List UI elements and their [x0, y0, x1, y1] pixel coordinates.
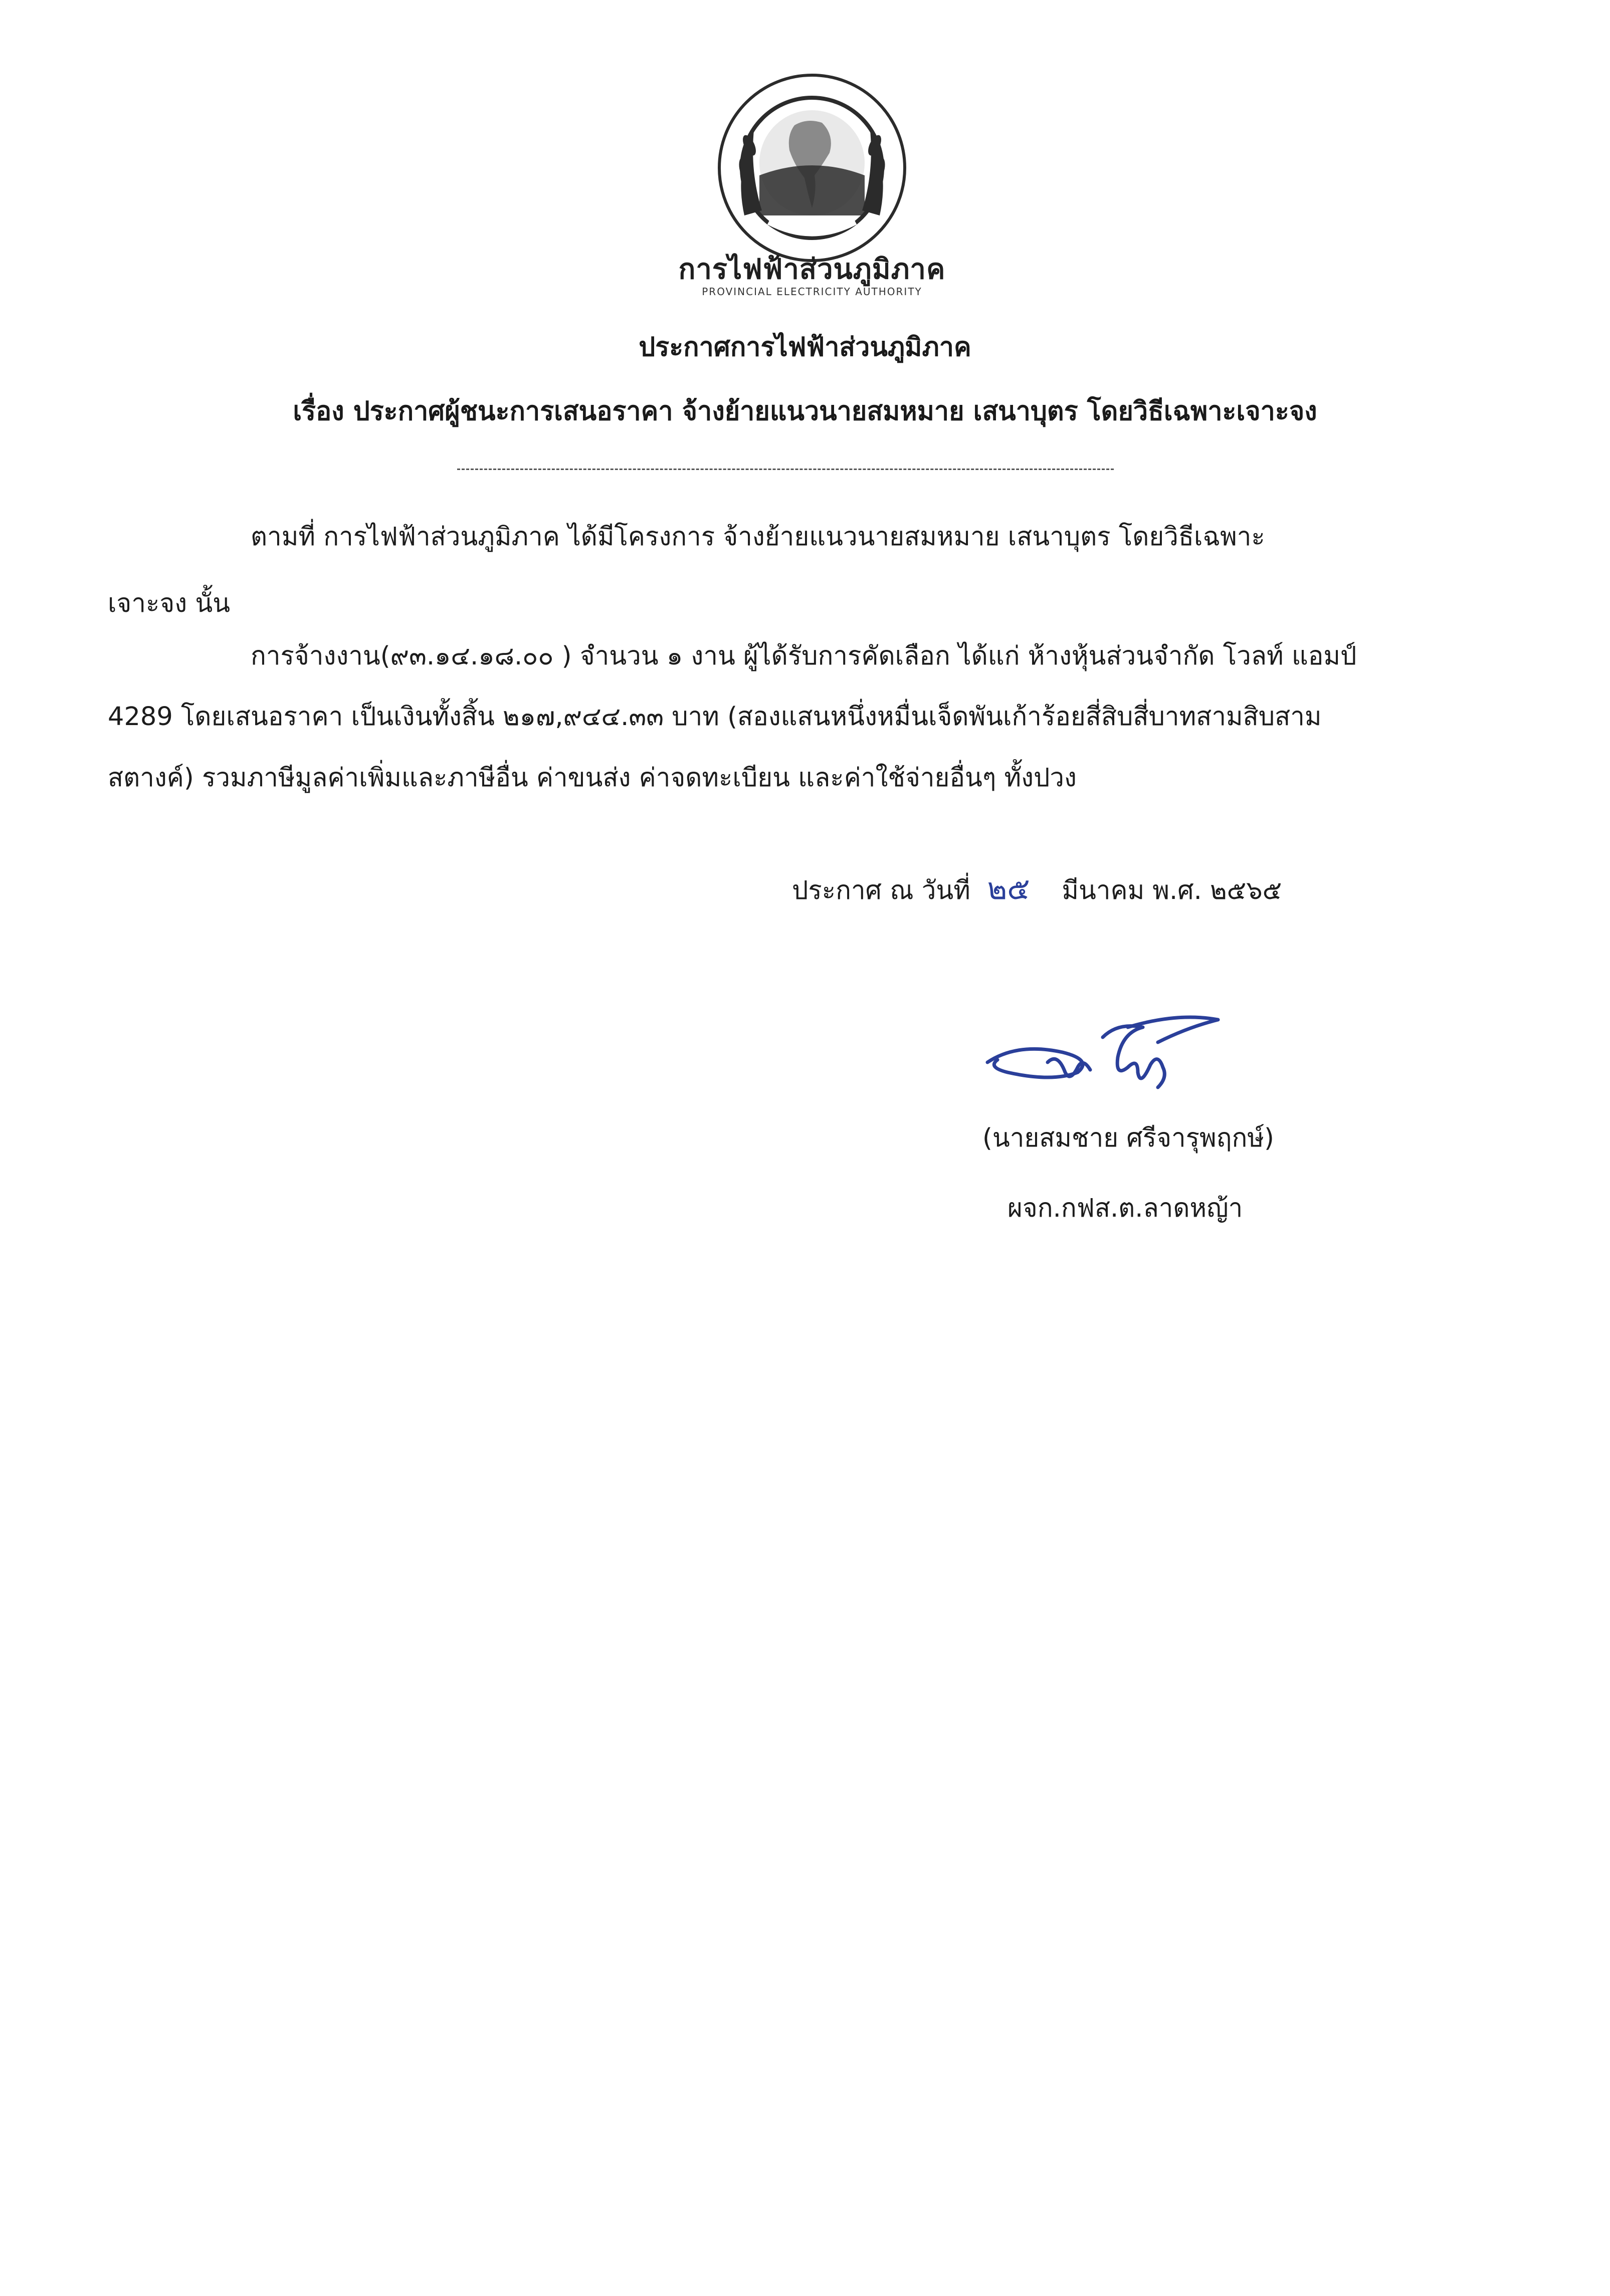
organization-name-english: PROVINCIAL ELECTRICITY AUTHORITY — [702, 286, 922, 298]
date-month-year: มีนาคม พ.ศ. ๒๕๖๕ — [1062, 876, 1282, 905]
body-line: 4289 โดยเสนอราคา เป็นเงินทั้งสิ้น ๒๑๗,๙๔๔.๓๓ บาท (สองแสนหนึ่งหมื่นเจ็ดพันเก้าร้อยสี่สิบสี่บาทสามสิบสาม — [108, 702, 1322, 732]
heading-divider — [457, 469, 1114, 470]
body-line: เจาะจง นั้น — [108, 589, 231, 618]
body-line: การจ้างงาน(๙๓.๑๔.๑๘.๐๐ ) จำนวน ๑ งาน ผู้ได้รับการคัดเลือก ได้แก่ ห้างหุ้นส่วนจำกัด โวลท์ แอมป์ — [251, 641, 1357, 671]
date-day-handwritten: ๒๕ — [987, 871, 1030, 906]
body-line: ตามที่ การไฟฟ้าส่วนภูมิภาค ได้มีโครงการ จ้างย้ายแนวนายสมหมาย เสนาบุตร โดยวิธีเฉพาะ — [251, 522, 1265, 552]
date-prefix: ประกาศ ณ วันที่ — [792, 876, 970, 905]
signatory-position: ผจก.กฟส.ต.ลาดหญ้า — [1008, 1194, 1243, 1223]
announcement-date — [792, 865, 1282, 912]
announcement-subject: เรื่อง ประกาศผู้ชนะการเสนอราคา จ้างย้ายแนวนายสมหมาย เสนาบุตร โดยวิธีเฉพาะเจาะจง — [293, 396, 1317, 426]
pea-seal-logo — [714, 70, 910, 266]
signatory-name: (นายสมชาย ศรีจารุพฤกษ์) — [982, 1123, 1274, 1153]
organization-name-thai: การไฟฟ้าส่วนภูมิภาค — [678, 253, 946, 286]
handwritten-signature — [977, 1002, 1228, 1112]
body-line: สตางค์) รวมภาษีมูลค่าเพิ่มและภาษีอื่น ค่าขนส่ง ค่าจดทะเบียน และค่าใช้จ่ายอื่นๆ ทั้งปวง — [108, 763, 1077, 793]
announcement-title: ประกาศการไฟฟ้าส่วนภูมิภาค — [639, 332, 971, 362]
